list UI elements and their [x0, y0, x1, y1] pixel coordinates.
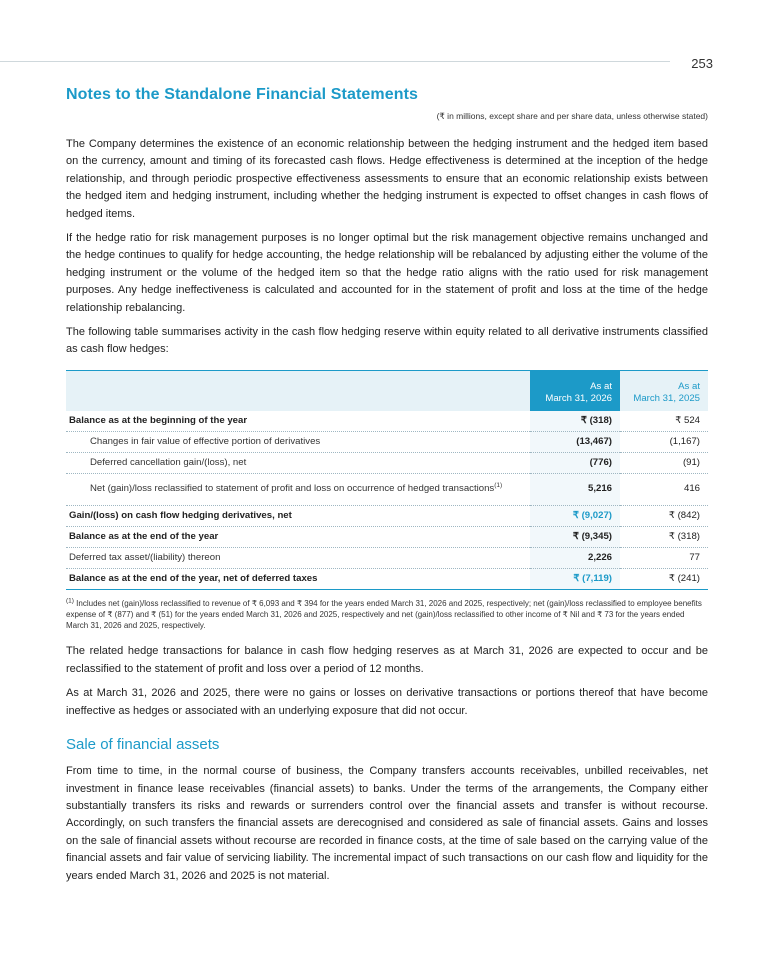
section-title-sale-of-financial-assets: Sale of financial assets — [66, 736, 220, 754]
table-header-label-cell — [66, 370, 530, 411]
paragraph-no-ineffective-gains: As at March 31, 2026 and 2025, there were no gains or losses on derivative transactions or portions thereof that have become ineffective as hedges or associated with an underlying exposure that did not occur. — [66, 687, 708, 717]
value-2026: (13,467) — [530, 431, 620, 452]
footnote-text: Includes net (gain)/loss reclassified to revenue of ₹ 6,093 and ₹ 394 for the years ended March 31, 2026 and 2025, respectively; net (gain)/loss reclassified to employee benefits expense of ₹ (877) and ₹ (51) for the years ended March 31, 2026 and 2025, respectively and net (gain)/loss reclassified to other income of ₹ Nil and ₹ 73 for the years ended March 31, 2026 and 2025, respectively. — [66, 598, 702, 631]
cash-flow-hedging-reserve-table — [66, 370, 708, 590]
page-title: Notes to the Standalone Financial Statements — [66, 86, 419, 103]
footnote-marker: (1) — [494, 482, 503, 490]
row-label — [66, 473, 530, 505]
table-footnote — [66, 598, 708, 632]
table-row — [66, 505, 708, 526]
header-rule — [0, 61, 670, 62]
column-header-2025-line1: As at — [678, 380, 700, 392]
value-2026: 2,226 — [530, 547, 620, 568]
paragraph-sale-of-financial-assets: From time to time, in the normal course of business, the Company transfers accounts receivables, unbilled receivables, net investment in finance lease receivables (financial assets) to banks. Under the terms of the arrangements, the Company either substantially transfers its risks and rewards or surrenders control over the financial assets and transfer is without recourse. Accordingly, on such transfers the financial assets are derecognised and considered as sale of financial assets. Gains and losses on the sale of financial assets without recourse are recorded in finance costs, at the time of sale based on the carrying value of the financial assets and fair value of servicing liability. The incremental impact of such transactions on our cash flow and liquidity for the years ended March 31, 2026 and 2025 is not material. — [66, 765, 708, 882]
row-label: Deferred cancellation gain/(loss), net — [66, 452, 530, 473]
page-content — [66, 86, 708, 892]
value-2025: ₹ 524 — [620, 411, 708, 432]
paragraph-hedge-ratio: If the hedge ratio for risk management purposes is no longer optimal but the risk management objective remains unchanged and the hedge continues to qualify for hedge accounting, the hedge relationship will be rebalanced by adjusting either the volume of the hedging instrument or the volume of the hedged item so that the hedge ratio aligns with the ratio used for risk management purposes. Any hedge ineffectiveness is calculated and accounted for in the statement of profit and loss at the time of the hedge relationship rebalancing. — [66, 232, 708, 314]
value-2026: ₹ (9,027) — [530, 505, 620, 526]
column-header-2026-line1: As at — [590, 380, 612, 392]
page-number: 253 — [691, 56, 713, 71]
value-2025: 77 — [620, 547, 708, 568]
table-header-row — [66, 370, 708, 411]
units-note: (₹ in millions, except share and per share data, unless otherwise stated) — [436, 111, 708, 121]
value-2025: ₹ (318) — [620, 526, 708, 547]
value-2026: (776) — [530, 452, 620, 473]
row-label: Balance as at the end of the year — [66, 526, 530, 547]
value-2025: (91) — [620, 452, 708, 473]
paragraph-expected-reclassification: The related hedge transactions for balance in cash flow hedging reserves as at March 31, 2026 are expected to occur and be reclassified to the statement of profit and loss over a period of 12 months. — [66, 645, 708, 675]
value-2025: 416 — [620, 473, 708, 505]
row-label: Balance as at the end of the year, net of deferred taxes — [66, 568, 530, 589]
value-2025: (1,167) — [620, 431, 708, 452]
column-header-2025-line2: March 31, 2025 — [633, 392, 700, 404]
table-row — [66, 547, 708, 568]
column-header-2025 — [620, 370, 708, 411]
column-header-2026 — [530, 370, 620, 411]
value-2026: ₹ (7,119) — [530, 568, 620, 589]
paragraph-table-intro: The following table summarises activity in the cash flow hedging reserve within equity related to all derivative instruments classified as cash flow hedges: — [66, 326, 708, 356]
row-label: Gain/(loss) on cash flow hedging derivatives, net — [66, 505, 530, 526]
paragraph-hedge-effectiveness: The Company determines the existence of an economic relationship between the hedging instrument and the hedged item based on the currency, amount and timing of its forecasted cash flows. Hedge effectiveness is determined at the inception of the hedge relationship, and through periodic prospective effectiveness assessments to ensure that an economic relationship exists between the hedged item and hedging instrument, including whether the hedging instrument is expected to offset changes in cash flows of hedged items. — [66, 138, 708, 220]
table-row — [66, 473, 708, 505]
table-row — [66, 431, 708, 452]
table-row — [66, 452, 708, 473]
row-label: Changes in fair value of effective portion of derivatives — [66, 431, 530, 452]
table-row — [66, 568, 708, 589]
value-2026: 5,216 — [530, 473, 620, 505]
row-label: Balance as at the beginning of the year — [66, 411, 530, 432]
footnote-marker: (1) — [66, 597, 74, 605]
column-header-2026-line2: March 31, 2026 — [545, 392, 612, 404]
value-2025: ₹ (842) — [620, 505, 708, 526]
value-2025: ₹ (241) — [620, 568, 708, 589]
value-2026: ₹ (318) — [530, 411, 620, 432]
value-2026: ₹ (9,345) — [530, 526, 620, 547]
row-label: Deferred tax asset/(liability) thereon — [66, 547, 530, 568]
row-label-text: Net (gain)/loss reclassified to statement of profit and loss on occurrence of hedged transactions — [90, 483, 495, 495]
table-row — [66, 411, 708, 432]
table-row — [66, 526, 708, 547]
